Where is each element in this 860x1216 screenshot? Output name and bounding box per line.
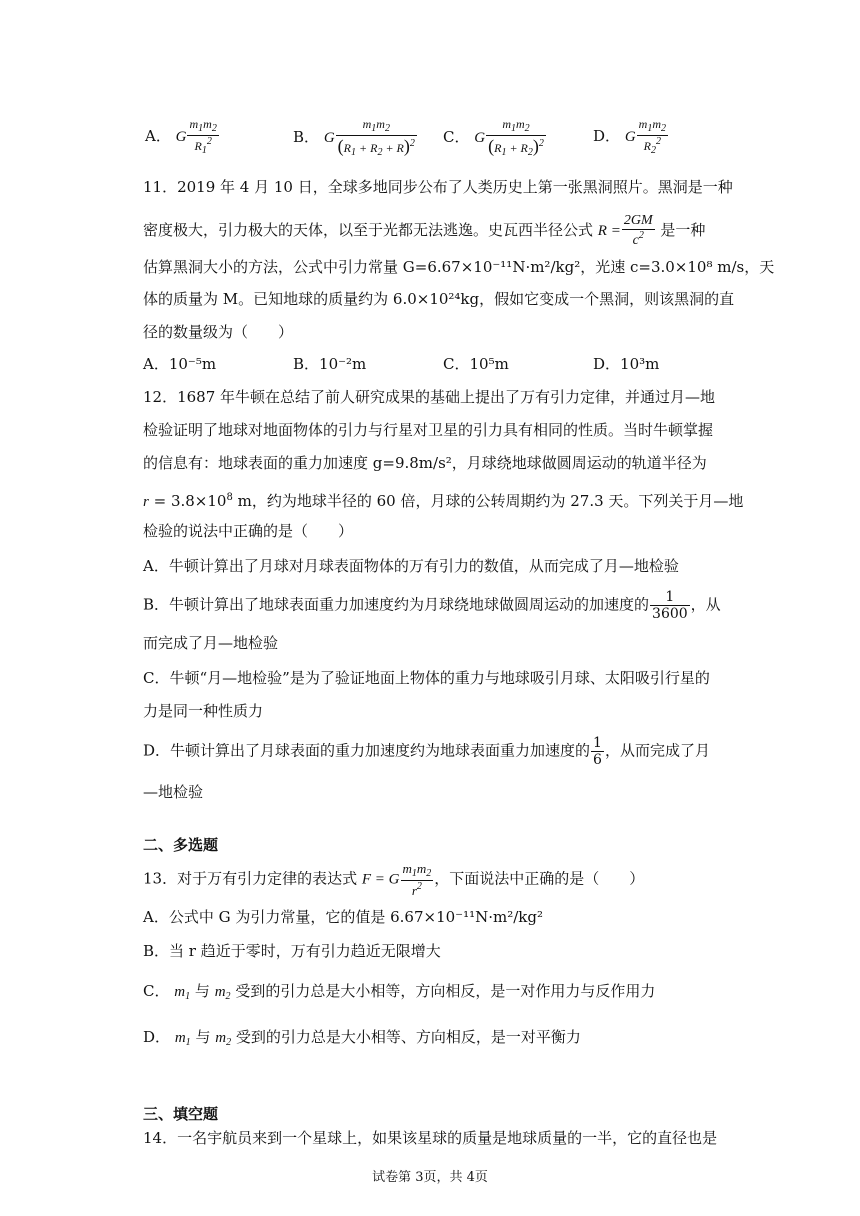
q12-option-d-line-1: D．牛顿计算出了月球表面的重力加速度约为地球表面重力加速度的 $\frac{1}{6}$ ，从而完成了月	[143, 735, 710, 768]
page-footer: 试卷第 3页，共 4页	[372, 1170, 488, 1185]
option-label: A．	[145, 127, 171, 145]
q12-option-c-line-1: C．牛顿“月—地检验”是为了验证地面上物体的重力与地球吸引月球、太阳吸引行星的	[143, 669, 710, 687]
option-label: B．	[293, 128, 320, 146]
q14-line-1: 14．一名宇航员来到一个星球上，如果该星球的质量是地球质量的一半，它的直径也是	[143, 1129, 718, 1147]
q11-line-5: 径的数量级为（ ）	[143, 323, 294, 341]
q12-line-1: 12．1687 年牛顿在总结了前人研究成果的基础上提出了万有引力定律，并通过月—地	[143, 388, 716, 406]
q12-line-3: 的信息有：地球表面的重力加速度 g=9.8m/s²，月球绕地球做圆周运动的轨道半径为	[143, 454, 707, 472]
q11-option-a: A．10⁻⁵m	[143, 355, 217, 373]
orbit-radius-formula: r	[143, 494, 149, 510]
q11-line-4: 体的质量为 M。已知地球的质量约为 6.0×10²⁴kg，假如它变成一个黑洞，则该黑洞的直	[143, 290, 735, 308]
section-heading-multiple-choice: 二、多选题	[143, 836, 219, 854]
q12-option-b-line-2: 而完成了月—地检验	[143, 634, 279, 652]
q12-option-d-line-2: —地检验	[143, 783, 204, 801]
q10-option-d: D． G $\frac{m_1m_2}{R_2^2}$	[593, 117, 666, 156]
q12-line-2: 检验证明了地球对地面物体的引力与行星对卫星的引力具有相同的性质。当时牛顿掌握	[143, 421, 714, 439]
q11-line-3: 估算黑洞大小的方法，公式中引力常量 G=6.67×10⁻¹¹N·m²/kg²，光速 c=3.0×10⁸ m/s，天	[143, 258, 775, 276]
option-label: C．	[443, 128, 470, 146]
q11-option-b: B．10⁻²m	[293, 355, 367, 373]
gravitation-formula: F = G	[361, 871, 400, 888]
q12-option-b-line-1: B．牛顿计算出了地球表面重力加速度约为月球绕地球做圆周运动的加速度的 $\frac{1}{3600}$ ，从	[143, 589, 721, 622]
q11-line-1: 11．2019 年 4 月 10 日，全球多地同步公布了人类历史上第一张黑洞照片。黑洞是一种	[143, 178, 733, 196]
q11-option-d: D．10³m	[593, 355, 660, 373]
q10-option-b: B． G $\frac{m_1m_2}{(R_1 + R_2 + R)^2}$	[293, 117, 415, 158]
q13-option-b: B．当 r 趋近于零时，万有引力趋近无限增大	[143, 942, 441, 960]
q13-stem: 13．对于万有引力定律的表达式 F = G $\frac{m_1m_2}{r^2}$ ，下面说法中正确的是（ ）	[143, 861, 645, 898]
q12-line-4: $r = 3.8\times 10^8$ m，约为地球半径的 60 倍，月球的公转周期约为 27.3 天。下列关于月—地	[143, 492, 744, 510]
q13-option-c: C． $m_1$ 与 $m_2$ 受到的引力总是大小相等，方向相反，是一对作用力与反作用力	[143, 982, 656, 1002]
schwarzschild-formula: R =	[597, 223, 621, 239]
q13-option-d: D． $m_1$ 与 $m_2$ 受到的引力总是大小相等、方向相反，是一对平衡力	[143, 1028, 581, 1048]
q12-line-5: 检验的说法中正确的是（ ）	[143, 522, 354, 540]
q11-option-c: C．10⁵m	[443, 355, 509, 373]
option-label: D．	[593, 127, 621, 145]
q10-option-a: A． G $\frac{m_1m_2}{R_1^2}$	[145, 117, 217, 156]
q12-option-c-line-2: 力是同一种性质力	[143, 702, 264, 720]
q13-option-a: A．公式中 G 为引力常量，它的值是 6.67×10⁻¹¹N·m²/kg²	[143, 908, 544, 926]
q10-option-c: C． G $\frac{m_1m_2}{(R_1 + R_2)^2}$	[443, 117, 544, 158]
q12-option-a: A．牛顿计算出了月球对月球表面物体的万有引力的数值，从而完成了月—地检验	[143, 557, 679, 575]
section-heading-fill-in-blank: 三、填空题	[143, 1105, 219, 1123]
q11-line-2: 密度极大，引力极大的天体，以至于光都无法逃逸。史瓦西半径公式 R = $\frac{2GM}{c^2}$ 是一种	[143, 213, 706, 248]
